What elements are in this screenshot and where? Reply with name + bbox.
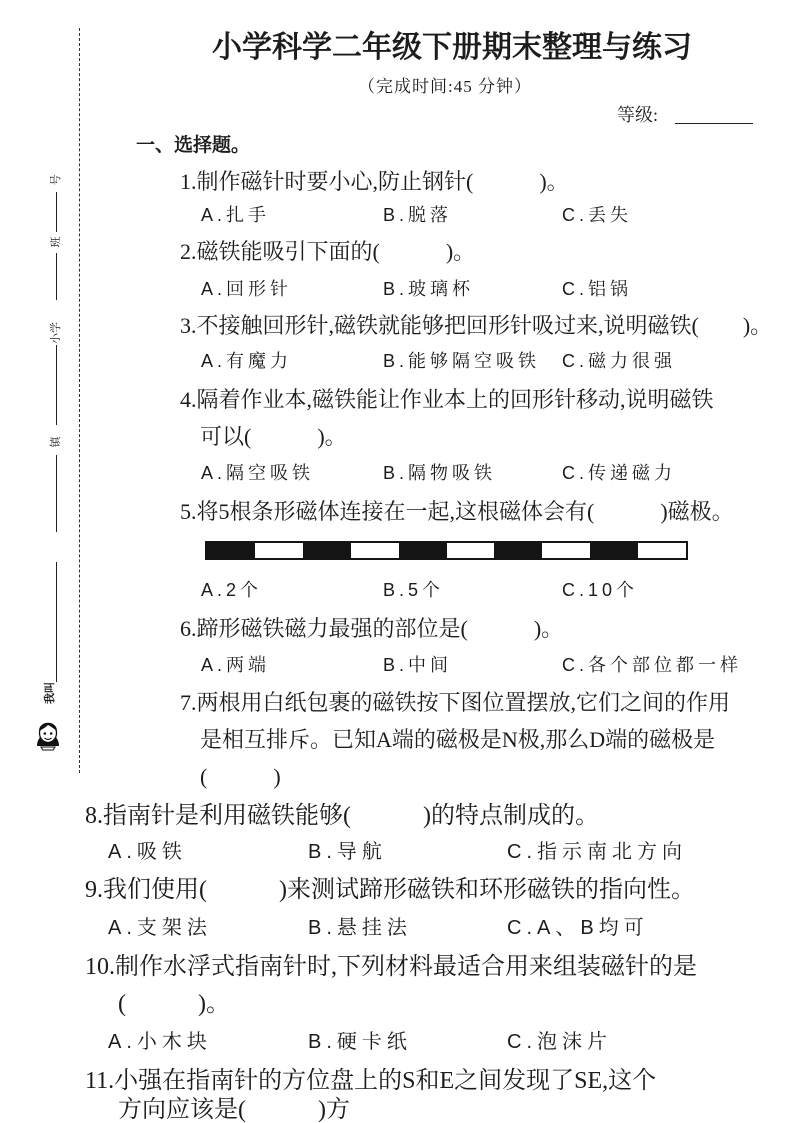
question-1-option-c: C.丢失: [562, 205, 632, 225]
magnet-pole-segment-light: [542, 543, 590, 558]
question-1-text: 1.制作磁针时要小心,防止钢针( )。: [180, 169, 569, 194]
question-5-option-a: A.2个: [201, 580, 263, 600]
margin-number-label: 号: [49, 174, 62, 186]
question-11-text-line-1: 11.小强在指南针的方位盘上的S和E之间发现了SE,这个: [85, 1068, 657, 1094]
magnet-pole-segment-dark: [303, 543, 351, 558]
question-5-option-b: B.5个: [383, 580, 445, 600]
margin-town-blank: [56, 455, 57, 532]
question-4-option-b: B.隔物吸铁: [383, 463, 497, 483]
question-8-option-b: B.导航: [308, 841, 387, 863]
magnet-pole-segment-dark: [494, 543, 542, 558]
question-1-option-a: A.扎手: [201, 205, 271, 225]
question-6-option-a: A.两端: [201, 655, 271, 675]
student-avatar-icon: [34, 716, 62, 750]
question-4-option-a: A.隔空吸铁: [201, 463, 315, 483]
grade-blank-line: [675, 123, 753, 124]
question-1-option-b: B.脱落: [383, 205, 453, 225]
question-9-option-a: A.支架法: [108, 917, 212, 939]
question-6-option-b: B.中间: [383, 655, 453, 675]
question-10-option-a: A.小木块: [108, 1031, 212, 1053]
question-8-option-a: A.吸铁: [108, 841, 187, 863]
question-7-answer-blank: ( ): [200, 764, 281, 789]
magnet-pole-segment-light: [638, 543, 686, 558]
question-3-option-c: C.磁力很强: [562, 351, 676, 371]
magnet-pole-segment-dark: [207, 543, 255, 558]
question-4-text-line-2: 可以( )。: [200, 424, 347, 449]
question-7-text-line-2: 是相互排斥。已知A端的磁极是N极,那么D端的磁极是: [200, 727, 716, 752]
question-7-text-line-1: 7.两根用白纸包裹的磁铁按下图位置摆放,它们之间的作用: [180, 690, 731, 715]
margin-name-blank: [56, 562, 57, 682]
question-5-option-c: C.10个: [562, 580, 639, 600]
question-8-text: 8.指南针是利用磁铁能够( )的特点制成的。: [85, 803, 599, 829]
question-8-option-c: C.指示南北方向: [507, 841, 687, 863]
question-2-text: 2.磁铁能吸引下面的( )。: [180, 239, 476, 264]
margin-class-label: 班: [49, 236, 62, 248]
question-11-text-line-2: 方向应该是( )方: [118, 1097, 350, 1123]
connected-bar-magnets-figure: [205, 541, 688, 560]
page-title: 小学科学二年级下册期末整理与练习: [212, 30, 692, 65]
margin-school-label: 小学: [49, 322, 62, 344]
question-9-text: 9.我们使用( )来测试蹄形磁铁和环形磁铁的指向性。: [85, 877, 695, 903]
section-heading: 一、选择题。: [136, 134, 251, 156]
question-6-option-c: C.各个部位都一样: [562, 655, 742, 675]
margin-school-blank: [56, 345, 57, 425]
question-4-text-line-1: 4.隔着作业本,磁铁能让作业本上的回形针移动,说明磁铁: [180, 387, 714, 412]
question-3-text: 3.不接触回形针,磁铁就能够把回形针吸过来,说明磁铁( )。: [180, 313, 773, 338]
question-2-option-b: B.玻璃杯: [383, 279, 475, 299]
margin-class-blank: [56, 253, 57, 300]
magnet-pole-segment-light: [255, 543, 303, 558]
question-3-option-a: A.有魔力: [201, 351, 293, 371]
question-4-option-c: C.传递磁力: [562, 463, 676, 483]
magnet-pole-segment-dark: [399, 543, 447, 558]
question-9-option-c: C.A、B均可: [507, 917, 649, 939]
question-2-option-c: C.铝锅: [562, 279, 632, 299]
question-5-text: 5.将5根条形磁体连接在一起,这根磁体会有( )磁极。: [180, 499, 734, 524]
question-10-option-c: C.泡沫片: [507, 1031, 612, 1053]
question-10-option-b: B.硬卡纸: [308, 1031, 412, 1053]
grade-label: 等级:: [617, 105, 659, 125]
question-7-cut-off-region: [198, 760, 318, 789]
question-10-text-line-2: ( )。: [118, 991, 230, 1017]
question-3-option-b: B.能够隔空吸铁: [383, 351, 541, 371]
binding-dashed-line: [79, 28, 80, 773]
question-2-option-a: A.回形针: [201, 279, 293, 299]
question-10-text-line-1: 10.制作水浮式指南针时,下列材料最适合用来组装磁针的是: [85, 954, 697, 980]
magnet-pole-segment-light: [351, 543, 399, 558]
time-limit-note: （完成时间:45 分钟）: [358, 77, 532, 96]
magnet-pole-segment-light: [447, 543, 495, 558]
question-6-text: 6.蹄形磁铁磁力最强的部位是( )。: [180, 616, 564, 641]
question-9-option-b: B.悬挂法: [308, 917, 412, 939]
margin-name-label: 我叫: [43, 682, 56, 704]
magnet-pole-segment-dark: [590, 543, 638, 558]
margin-town-label: 镇: [49, 436, 62, 448]
